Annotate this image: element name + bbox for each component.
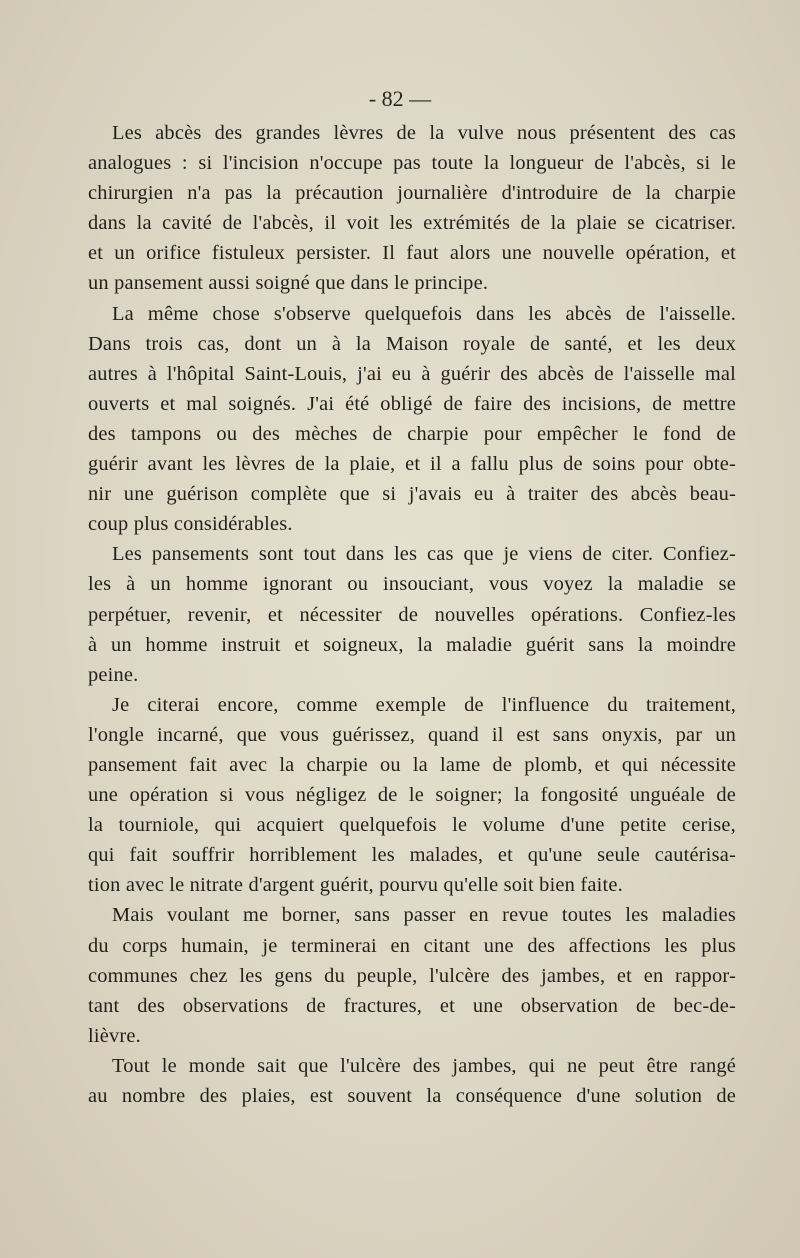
text-line: coup plus considérables.	[88, 513, 293, 536]
text-line: au nombre des plaies, est souvent la conséquence d'une solution de	[88, 1085, 736, 1107]
text-line: une opération si vous négligez de le soigner; la fongosité unguéale de	[88, 784, 736, 807]
text-line: peine.	[88, 663, 139, 686]
text-line: tion avec le nitrate d'argent guérit, pourvu qu'elle soit bien faite.	[88, 874, 623, 897]
text-line: Tout le monde sait que l'ulcère des jambes, qui ne peut être rangé	[112, 1054, 736, 1077]
text-line: tant des observations de fractures, et une observation de bec-de-	[88, 994, 736, 1017]
text-line: Les abcès des grandes lèvres de la vulve nous présentent des cas	[112, 122, 736, 144]
text-line: ouverts et mal soignés. J'ai été obligé de faire des incisions, de mettre	[88, 392, 736, 415]
text-line: des tampons ou des mèches de charpie pour empêcher le fond de	[88, 422, 736, 445]
text-line: à un homme instruit et soigneux, la maladie guérit sans la moindre	[88, 633, 736, 656]
text-line: guérir avant les lèvres de la plaie, et il a fallu plus de soins pour obte-	[88, 453, 736, 476]
paragraph-4	[88, 690, 736, 901]
paragraph-2	[88, 299, 736, 540]
paragraph-3	[88, 539, 736, 689]
text-line: Je citerai encore, comme exemple de l'influence du traitement,	[112, 693, 736, 716]
text-line: du corps humain, je terminerai en citant une des affections les plus	[88, 934, 736, 957]
text-line: et un orifice fistuleux persister. Il faut alors une nouvelle opération, et	[88, 242, 736, 265]
text-line: un pansement aussi soigné que dans le principe.	[88, 272, 489, 295]
text-line: Les pansements sont tout dans les cas que je viens de citer. Confiez-	[112, 543, 736, 566]
text-line: lièvre.	[88, 1024, 141, 1047]
text-line: Dans trois cas, dont un à la Maison royale de santé, et les deux	[88, 332, 736, 355]
text-line: communes chez les gens du peuple, l'ulcère des jambes, et en rappor-	[88, 964, 736, 987]
text-line: nir une guérison complète que si j'avais eu à traiter des abcès beau-	[88, 483, 736, 506]
paragraph-1	[88, 118, 736, 299]
text-line: analogues : si l'incision n'occupe pas toute la longueur de l'abcès, si le	[88, 152, 736, 175]
text-line: La même chose s'observe quelquefois dans les abcès de l'aisselle.	[112, 302, 736, 325]
page-number: - 82 —	[368, 86, 432, 111]
text-line: chirurgien n'a pas la précaution journalière d'introduire de la charpie	[88, 182, 736, 205]
text-line: les à un homme ignorant ou insouciant, vous voyez la maladie se	[88, 573, 736, 596]
paragraph-6	[88, 1051, 736, 1111]
text-line: pansement fait avec la charpie ou la lame de plomb, et qui nécessite	[88, 753, 736, 776]
body-text	[88, 118, 736, 1111]
text-line: l'ongle incarné, que vous guérissez, quand il est sans onyxis, par un	[88, 723, 736, 746]
text-line: Mais voulant me borner, sans passer en revue toutes les maladies	[112, 904, 736, 927]
text-line: qui fait souffrir horriblement les malades, et qu'une seule cautérisa-	[88, 844, 736, 867]
text-line: autres à l'hôpital Saint-Louis, j'ai eu à guérir des abcès de l'aisselle mal	[88, 362, 736, 385]
paragraph-5	[88, 900, 736, 1050]
text-line: perpétuer, revenir, et nécessiter de nouvelles opérations. Confiez-les	[88, 603, 736, 626]
text-line: la tourniole, qui acquiert quelquefois le volume d'une petite cerise,	[88, 814, 736, 837]
text-line: dans la cavité de l'abcès, il voit les extrémités de la plaie se cicatriser.	[88, 212, 736, 235]
